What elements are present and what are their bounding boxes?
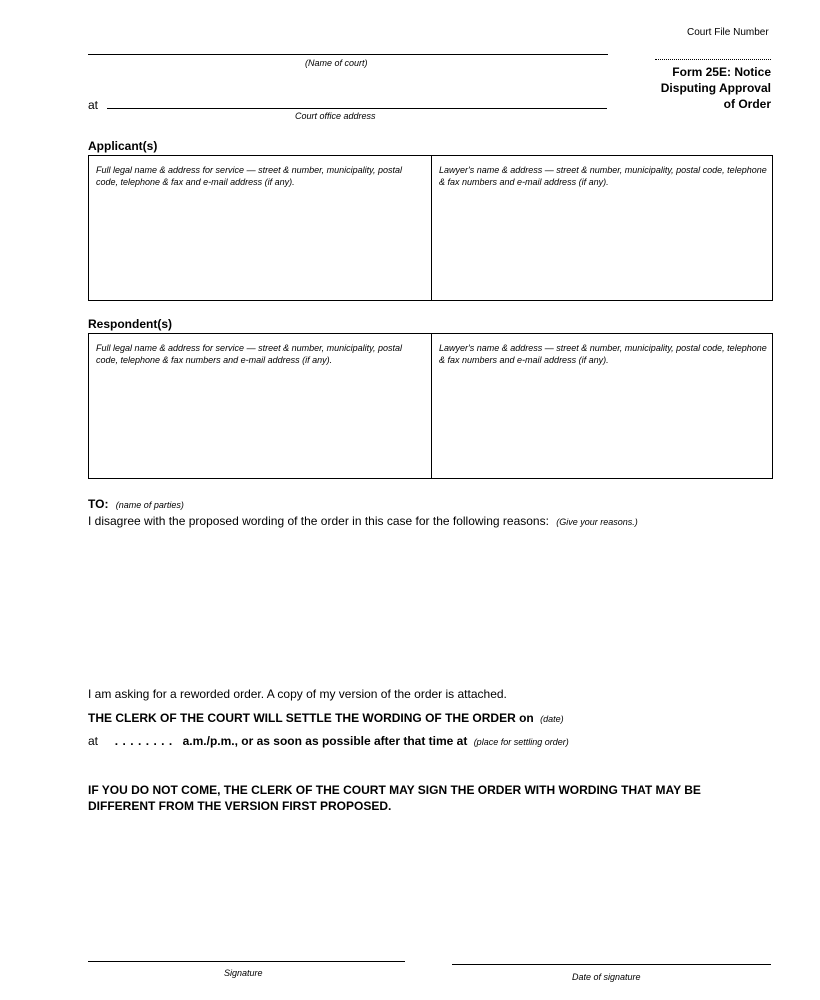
- clerk-text: THE CLERK OF THE COURT WILL SETTLE THE WORDING OF THE ORDER on: [88, 711, 534, 725]
- form-title: [661, 64, 771, 112]
- form-title-line: Disputing Approval: [660, 81, 771, 95]
- at-label: at: [88, 98, 99, 112]
- respondent-info-field[interactable]: [91, 370, 427, 476]
- place-hint: (place for settling order): [473, 737, 569, 747]
- reasons-field[interactable]: [88, 532, 773, 680]
- time-line: [88, 734, 569, 748]
- time-dots-field[interactable]: . . . . . . . .: [111, 734, 174, 748]
- form-title-line: of Order: [723, 97, 771, 111]
- clerk-line: [88, 711, 564, 725]
- respondents-table: [88, 333, 773, 479]
- name-of-court-label: (Name of court): [305, 58, 368, 68]
- applicants-table: [88, 155, 773, 301]
- warning-text: [88, 782, 701, 814]
- disagree-hint: (Give your reasons.): [556, 517, 638, 527]
- court-file-number-field[interactable]: [655, 59, 771, 60]
- warning-line: IF YOU DO NOT COME, THE CLERK OF THE COURT MAY SIGN THE ORDER WITH WORDING THAT MAY BE: [88, 783, 701, 797]
- applicant-lawyer-field[interactable]: [435, 192, 770, 298]
- to-label: TO:: [88, 497, 109, 511]
- applicant-lawyer-hint: Lawyer's name & address — street & number, municipality, postal code, telephone & fax numbers and e-mail address (if any).: [439, 165, 767, 187]
- respondent-lawyer-field[interactable]: [435, 370, 770, 476]
- signature-field[interactable]: [88, 961, 405, 962]
- disagree-text: I disagree with the proposed wording of the order in this case for the following reasons:: [88, 514, 549, 528]
- warning-line: DIFFERENT FROM THE VERSION FIRST PROPOSED.: [88, 799, 392, 813]
- applicant-info-field[interactable]: [91, 192, 427, 298]
- respondent-info-hint: Full legal name & address for service — street & number, municipality, postal code, telephone & fax numbers and e-mail address (if any).: [96, 343, 402, 365]
- signature-label: Signature: [224, 968, 263, 978]
- disagree-line: [88, 514, 638, 528]
- respondents-heading: Respondent(s): [88, 317, 172, 331]
- name-of-court-field[interactable]: [88, 54, 608, 55]
- at-text: at: [88, 734, 99, 748]
- date-of-signature-field[interactable]: [452, 964, 771, 965]
- court-file-number-label: Court File Number: [687, 27, 769, 38]
- date-of-signature-label: Date of signature: [572, 972, 641, 982]
- court-office-address-label: Court office address: [295, 111, 376, 121]
- applicants-heading: Applicant(s): [88, 139, 158, 153]
- table-divider: [431, 334, 432, 478]
- asking-text: I am asking for a reworded order. A copy of my version of the order is attached.: [88, 687, 507, 701]
- respondent-lawyer-hint: Lawyer's name & address — street & number, municipality, postal code, telephone & fax numbers and e-mail address (if any).: [439, 343, 767, 365]
- table-divider: [431, 156, 432, 300]
- to-line: [88, 497, 184, 511]
- applicant-info-hint: Full legal name & address for service — street & number, municipality, postal code, telephone & fax and e-mail address (if any).: [96, 165, 402, 187]
- form-title-line: Form 25E: Notice: [672, 65, 771, 79]
- court-office-address-field[interactable]: [107, 108, 607, 109]
- time-text: a.m./p.m., or as soon as possible after that time at: [182, 734, 468, 748]
- to-hint: (name of parties): [115, 500, 184, 510]
- clerk-date-hint: (date): [540, 714, 564, 724]
